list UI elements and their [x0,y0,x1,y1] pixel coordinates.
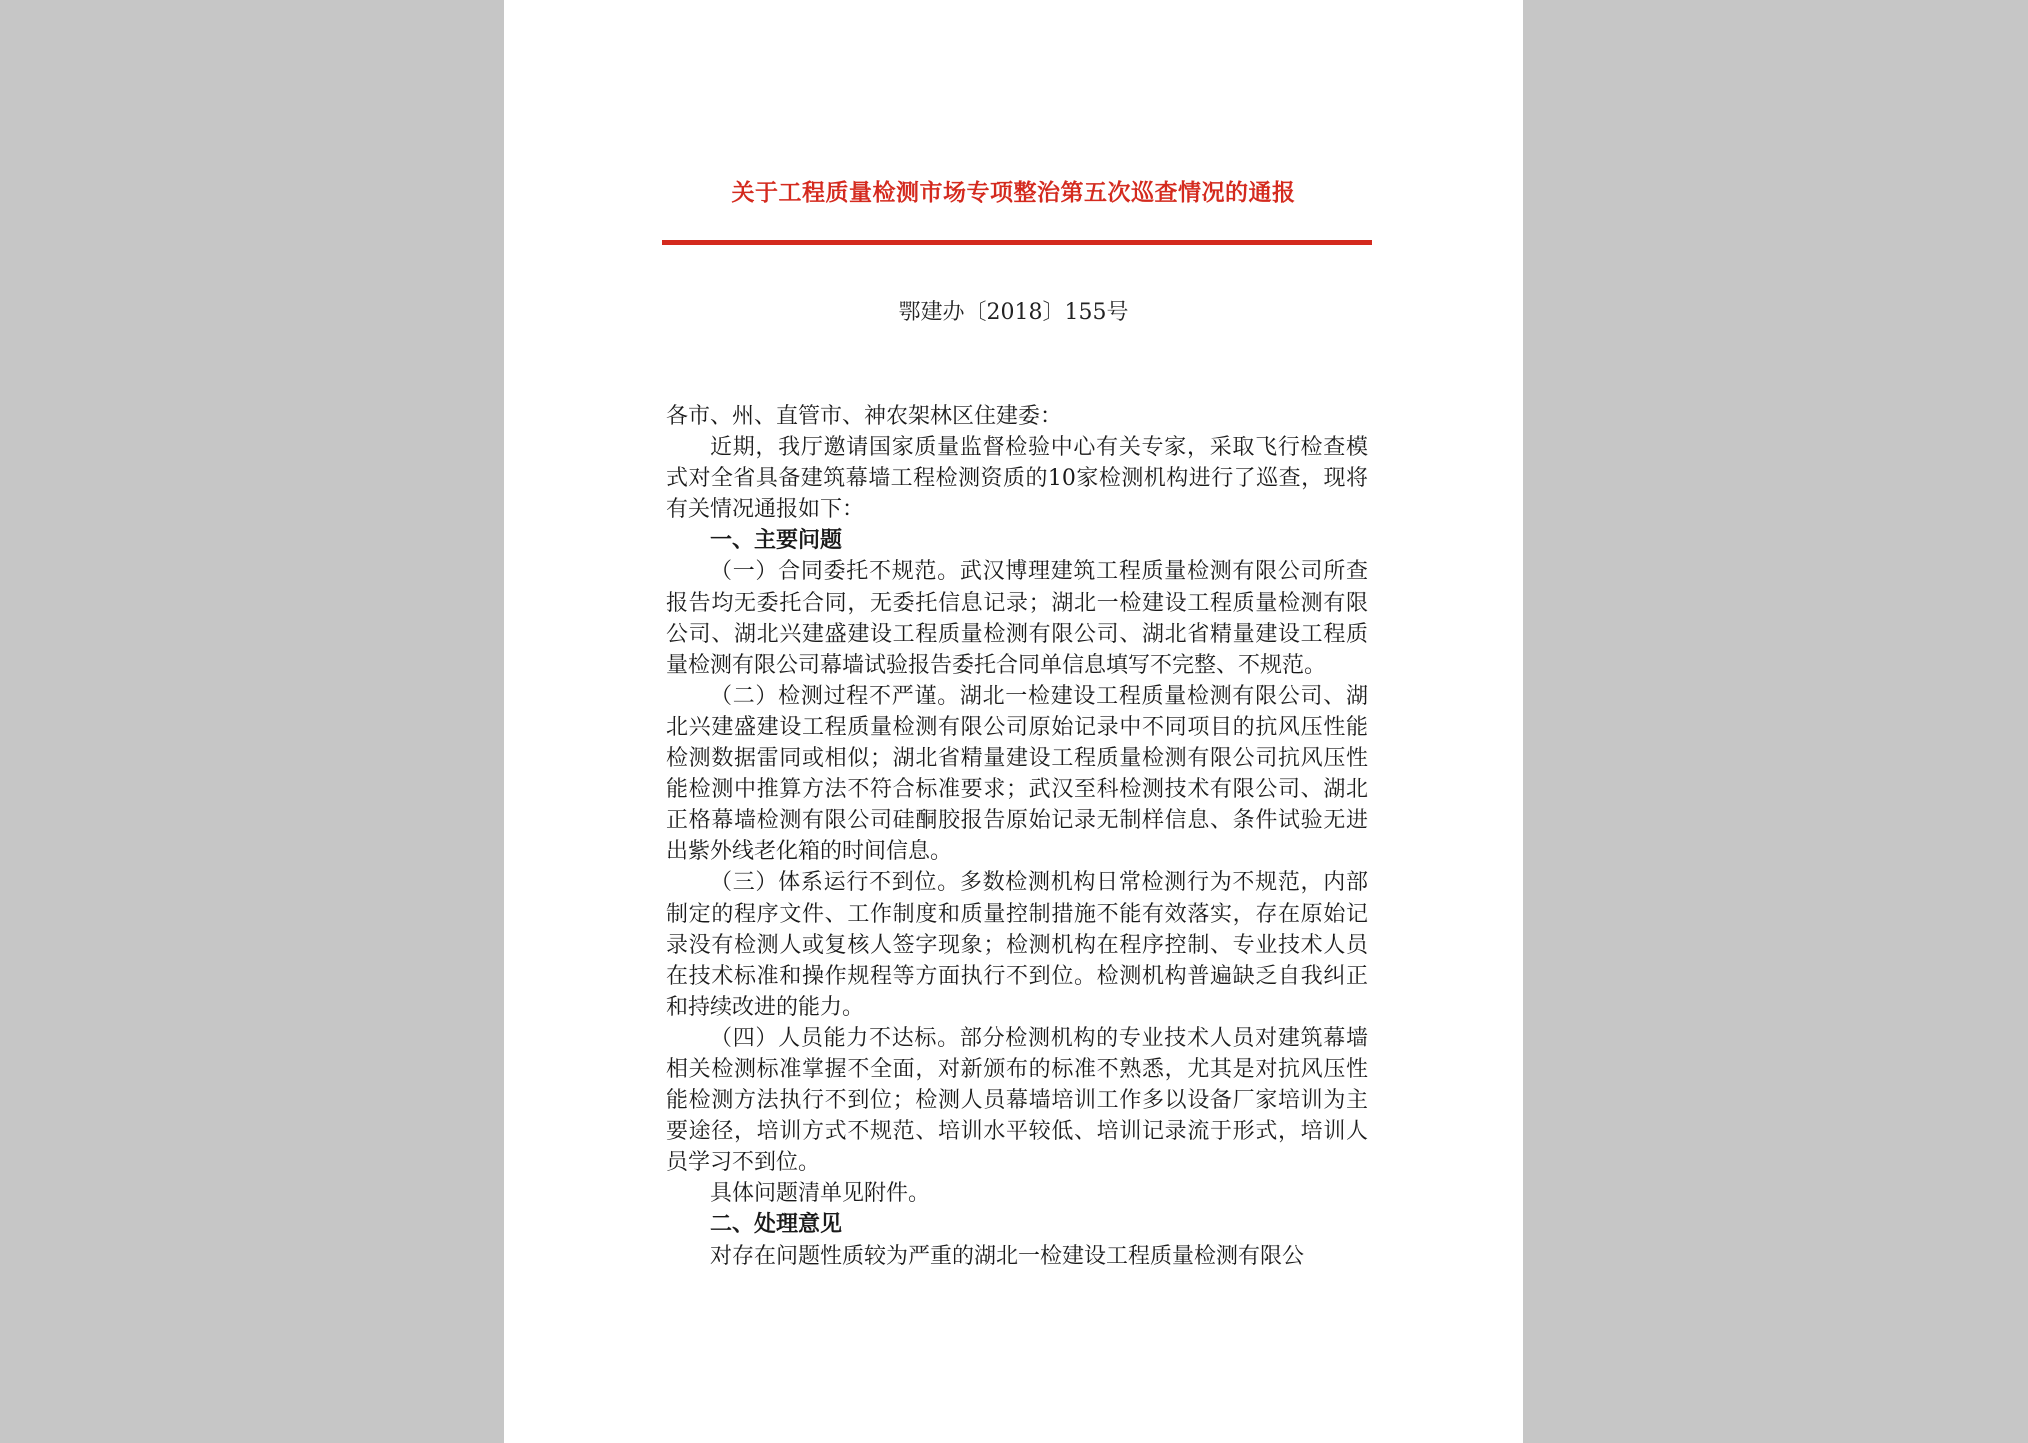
document-number: 鄂建办〔2018〕155号 [898,300,1129,325]
document-title: 关于工程质量检测市场专项整治第五次巡查情况的通报 [731,179,1296,206]
problem-item-3: （三）体系运行不到位。多数检测机构日常检测行为不规范，内部制定的程序文件、工作制度和质量控制措施不能有效落实，存在原始记录没有检测人或复核人签字现象；检测机构在程序控制、专业技术人员在技术标准和操作规程等方面执行不到位。检测机构普遍缺乏自我纠正和持续改进的能力。 [666,870,1368,1020]
handling-paragraph: 对存在问题性质较为严重的湖北一检建设工程质量检测有限公 [710,1243,1305,1269]
salutation: 各市、州、直管市、神农架林区住建委： [666,404,1063,429]
red-divider-line [662,240,1372,245]
section-heading-problems: 一、主要问题 [710,527,843,554]
problem-item-1: （一）合同委托不规范。武汉博理建筑工程质量检测有限公司所查报告均无委托合同，无委托信息记录；湖北一检建设工程质量检测有限公司、湖北兴建盛建设工程质量检测有限公司、湖北省精量建设工程质量检测有限公司幕墙试验报告委托合同单信息填写不完整、不规范。 [666,559,1368,678]
document-page [504,0,1523,1443]
intro-paragraph: 近期，我厅邀请国家质量监督检验中心有关专家，采取飞行检查模式对全省具备建筑幕墙工程检测资质的10家检测机构进行了巡查，现将有关情况通报如下： [666,435,1368,523]
document-body [666,401,1368,1272]
section-heading-handling: 二、处理意见 [710,1211,843,1238]
problem-item-4: （四）人员能力不达标。部分检测机构的专业技术人员对建筑幕墙相关检测标准掌握不全面，对新颁布的标准不熟悉，尤其是对抗风压性能检测方法执行不到位；检测人员幕墙培训工作多以设备厂家培训为主要途径，培训方式不规范、培训水平较低、培训记录流于形式，培训人员学习不到位。 [666,1025,1368,1176]
problem-item-2: （二）检测过程不严谨。湖北一检建设工程质量检测有限公司、湖北兴建盛建设工程质量检测有限公司原始记录中不同项目的抗风压性能检测数据雷同或相似；湖北省精量建设工程质量检测有限公司抗风压性能检测中推算方法不符合标准要求；武汉至科检测技术有限公司、湖北正格幕墙检测有限公司硅酮胶报告原始记录无制样信息、条件试验无进出紫外线老化箱的时间信息。 [666,683,1368,865]
attachment-note: 具体问题清单见附件。 [710,1181,931,1207]
